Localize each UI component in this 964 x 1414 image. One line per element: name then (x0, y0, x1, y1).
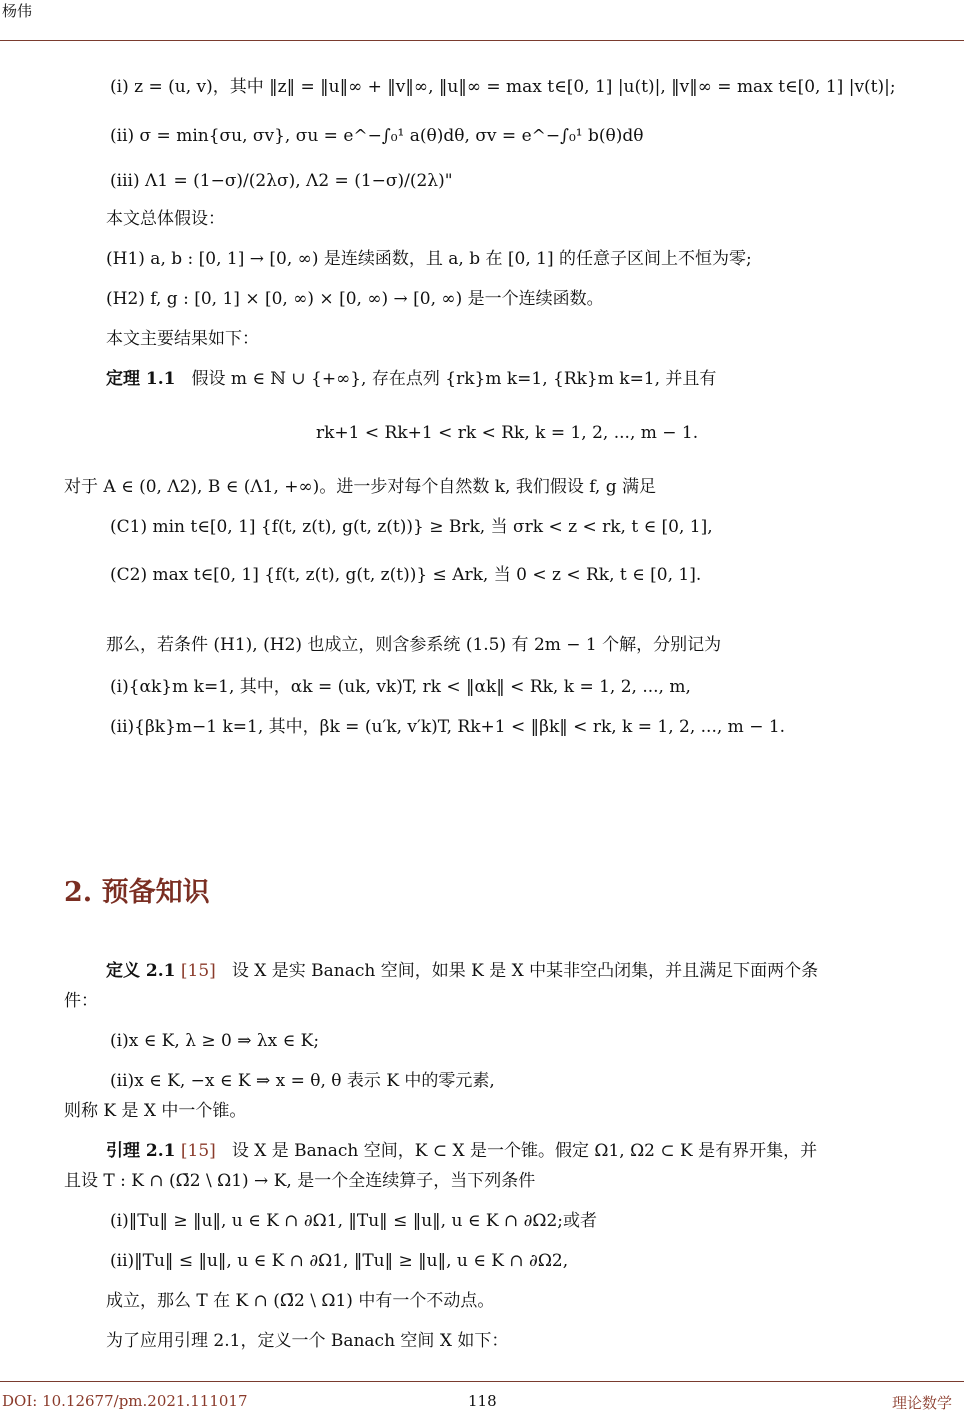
definition-text: 设 X 是实 Banach 空间，如果 K 是 X 中某非空凸闭集，并且满足下面两个条 (231, 961, 819, 981)
paragraph-line: 那么，若条件 (H1), (H2) 也成立，则含参系统 (1.5) 有 2m − 1 个解，分别记为 (106, 635, 722, 655)
running-header-author: 杨伟 (2, 2, 33, 20)
lemma-label: 引理 2.1 (106, 1141, 176, 1161)
citation-link[interactable]: [15] (180, 1141, 216, 1161)
assumption-heading: 本文总体假设： (106, 209, 225, 229)
paragraph-line: 件： (64, 991, 98, 1011)
lemma-text: 设 X 是 Banach 空间，K ⊂ X 是一个锥。假定 Ω1, Ω2 ⊂ K 是有界开集，并 (231, 1141, 818, 1161)
definition-label: 定义 2.1 (106, 961, 176, 981)
definition-line-iii: (iii) Λ1 = (1−σ)/(2λσ), Λ2 = (1−σ)/(2λ)" (110, 171, 453, 191)
definition-2-1 (106, 960, 818, 982)
footer-rule (0, 1381, 964, 1382)
condition-c2: (C2) max t∈[0, 1] {f(t, z(t), g(t, z(t))} ≤ Ark, 当 0 < z < Rk, t ∈ [0, 1]. (110, 565, 702, 585)
paragraph-line: 为了应用引理 2.1，定义一个 Banach 空间 X 如下： (106, 1331, 509, 1351)
paragraph-line: 则称 K 是 X 中一个锥。 (64, 1101, 247, 1121)
lemma-2-1 (106, 1140, 817, 1162)
theorem-text: 假设 m ∈ ℕ ∪ {+∞}, 存在点列 {rk}m k=1, {Rk}m k=1, 并且有 (191, 369, 717, 389)
results-heading: 本文主要结果如下： (106, 329, 259, 349)
solution-ii: (ii){βk}m−1 k=1, 其中，βk = (u′k, v′k)T, Rk+1 < ‖βk‖ < rk, k = 1, 2, ..., m − 1. (110, 717, 786, 737)
paragraph-line: 成立，那么 T 在 K ∩ (Ω̄2 \ Ω1) 中有一个不动点。 (106, 1291, 495, 1311)
assumption-h2: (H2) f, g : [0, 1] × [0, ∞) × [0, ∞) → [0, ∞) 是一个连续函数。 (106, 289, 604, 309)
theorem-1-1 (106, 368, 716, 390)
paragraph-line: 且设 T : K ∩ (Ω̄2 \ Ω1) → K, 是一个全连续算子，当下列条件 (64, 1171, 536, 1191)
section-heading: 2. 预备知识 (64, 877, 210, 908)
definition-line-ii: (ii) σ = min{σu, σv}, σu = e^−∫₀¹ a(θ)dθ, σv = e^−∫₀¹ b(θ)dθ (110, 126, 644, 146)
definition-line-i: (i) z = (u, v)，其中 ‖z‖ = ‖u‖∞ + ‖v‖∞, ‖u‖∞ = max t∈[0, 1] |u(t)|, ‖v‖∞ = max t∈[0, 1] |v(t)|; (110, 77, 896, 97)
assumption-h1: (H1) a, b : [0, 1] → [0, ∞) 是连续函数，且 a, b 在 [0, 1] 的任意子区间上不恒为零; (106, 249, 752, 269)
header-rule (0, 40, 964, 41)
display-equation-1: rk+1 < Rk+1 < rk < Rk, k = 1, 2, ..., m − 1. (316, 423, 699, 443)
condition-c1: (C1) min t∈[0, 1] {f(t, z(t), g(t, z(t))} ≥ Brk, 当 σrk < z < rk, t ∈ [0, 1], (110, 517, 713, 537)
footer-doi-link[interactable]: DOI: 10.12677/pm.2021.111017 (2, 1392, 248, 1410)
paragraph-line: 对于 A ∈ (0, Λ2), B ∈ (Λ1, +∞)。进一步对每个自然数 k, 我们假设 f, g 满足 (64, 477, 657, 497)
page-number: 118 (468, 1392, 497, 1410)
lemma-condition-ii: (ii)‖Tu‖ ≤ ‖u‖, u ∈ K ∩ ∂Ω1, ‖Tu‖ ≥ ‖u‖, u ∈ K ∩ ∂Ω2, (110, 1251, 569, 1271)
cone-condition-ii: (ii)x ∈ K, −x ∈ K ⇒ x = θ, θ 表示 K 中的零元素, (110, 1071, 495, 1091)
footer-journal-name[interactable]: 理论数学 (892, 1394, 953, 1412)
citation-link[interactable]: [15] (180, 961, 216, 981)
solution-i: (i){αk}m k=1, 其中，αk = (uk, vk)T, rk < ‖αk‖ < Rk, k = 1, 2, ..., m, (110, 677, 691, 697)
theorem-label: 定理 1.1 (106, 369, 176, 389)
cone-condition-i: (i)x ∈ K, λ ≥ 0 ⇒ λx ∈ K; (110, 1031, 320, 1051)
lemma-condition-i: (i)‖Tu‖ ≥ ‖u‖, u ∈ K ∩ ∂Ω1, ‖Tu‖ ≤ ‖u‖, u ∈ K ∩ ∂Ω2;或者 (110, 1211, 598, 1231)
